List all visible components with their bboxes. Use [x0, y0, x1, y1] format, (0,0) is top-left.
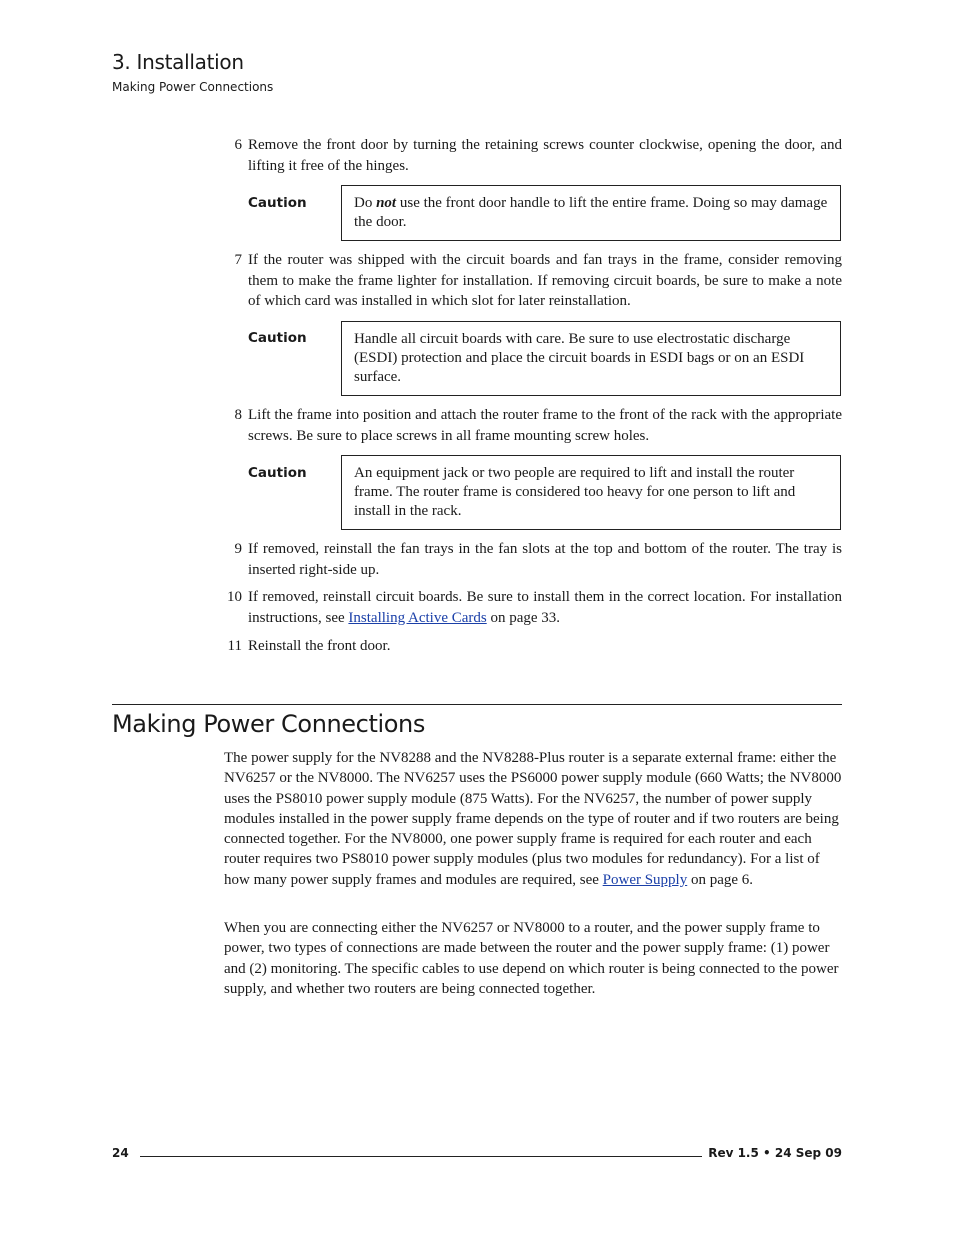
step-number: 10: [227, 589, 242, 605]
step-number: 8: [234, 407, 242, 423]
page-number: 24: [112, 1146, 129, 1160]
step-text: Remove the front door by turning the retaining screws counter clockwise, opening the door, and lifting it free of the hinges.: [248, 137, 842, 174]
caution-emphasis: not: [376, 195, 397, 211]
section-title: Making Power Connections: [112, 710, 425, 738]
step-text: Lift the frame into position and attach the router frame to the front of the rack with the appropriate screws. Be sure to place screws in all frame mounting screw holes.: [248, 407, 842, 444]
caution-label: Caution: [248, 330, 307, 346]
step-text: If removed, reinstall the fan trays in the fan slots at the top and bottom of the router. The tray is inserted right-side up.: [248, 541, 842, 578]
step-number: 7: [234, 252, 242, 268]
step-text-after: on page 33.: [486, 609, 561, 626]
paragraph-text-after: on page 6.: [687, 871, 754, 888]
section-paragraph-2: When you are connecting either the NV6257 or NV8000 to a router, and the power supply frame to power, two types of connections are made between the router and the power supply frame: (1) power and (2) monitoring. The specific cables to use depend on which router is being connected to the power supply, and whether two routers are being connected together.: [224, 920, 839, 997]
chapter-subtitle: Making Power Connections: [112, 80, 274, 94]
footer-divider: [140, 1156, 702, 1157]
step-text: [248, 587, 842, 628]
paragraph-text-before: The power supply for the NV8288 and the NV8288-Plus router is a separate external frame: either the NV6257 or the NV8000. The NV6257 uses the PS6000 power supply module (660 Watts; the NV8000 uses the PS8010 power supply module (875 Watts). For the NV6257, the number of power supply modules installed in the power supply frame depends on the type of router and if two routers are being connected together. For the NV8000, one power supply frame is required for each router and each router requires two PS8010 power supply modules (plus two modules for redundancy). For a list of how many power supply frames and modules are required, see: [224, 750, 842, 888]
caution-box: Handle all circuit boards with care. Be sure to use electrostatic discharge (ESDI) protection and place the circuit boards in ESDI bags or on an ESDI surface.: [341, 321, 841, 396]
installing-active-cards-link[interactable]: Installing Active Cards: [348, 609, 487, 626]
caution-box: An equipment jack or two people are required to lift and install the router frame. The router frame is considered too heavy for one person to lift and install in the rack.: [341, 455, 841, 530]
caution-box: [341, 185, 841, 241]
step-text-before: If removed, reinstall circuit boards. Be sure to install them in the correct location. For installation instructions, see: [248, 589, 842, 626]
step-text: Reinstall the front door.: [248, 638, 391, 654]
power-supply-link[interactable]: Power Supply: [602, 871, 688, 888]
step-text: If the router was shipped with the circuit boards and fan trays in the frame, consider removing them to make the frame lighter for installation. If removing circuit boards, be sure to make a note of which card was installed in which slot for later reinstallation.: [248, 252, 842, 309]
caution-text-pre: Do: [354, 195, 377, 211]
revision-label: Rev 1.5 • 24 Sep 09: [708, 1146, 842, 1160]
step-number: 6: [234, 137, 242, 153]
chapter-title: 3. Installation: [112, 50, 244, 74]
section-divider: [112, 704, 842, 705]
step-number: 11: [227, 638, 242, 654]
step-number: 9: [234, 541, 242, 557]
caution-label: Caution: [248, 195, 307, 211]
caution-text-post: use the front door handle to lift the entire frame. Doing so may damage the door.: [354, 195, 828, 230]
section-paragraph-1: [224, 748, 842, 890]
caution-label: Caution: [248, 465, 307, 481]
